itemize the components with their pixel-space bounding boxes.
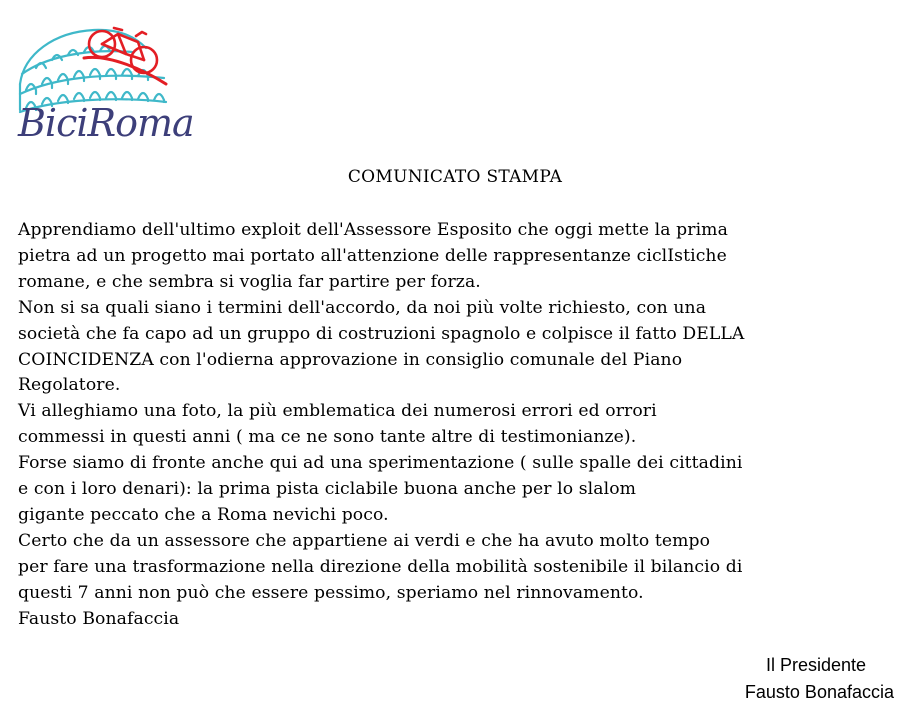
body-line: COINCIDENZA con l'odierna approvazione in consiglio comunale del Piano — [18, 349, 683, 370]
logo-wordmark: BiciRoma — [18, 101, 194, 145]
author-line: Fausto Bonafaccia — [18, 608, 180, 629]
body-line: Certo che da un assessore che appartiene ai verdi e che ha avuto molto tempo — [18, 530, 711, 551]
body-line: pietra ad un progetto mai portato all'attenzione delle rappresentanze ciclIstiche — [18, 245, 727, 266]
body-line: Vi alleghiamo una foto, la più emblematica dei numerosi errori ed orrori — [18, 401, 657, 422]
body-line: per fare una trasformazione nella direzione della mobilità sostenibile il bilancio di — [18, 556, 743, 577]
body-line: commessi in questi anni ( ma ce ne sono tante altre di testimonianze). — [18, 427, 637, 448]
body-line: gigante peccato che a Roma nevichi poco. — [18, 504, 389, 525]
body-line: Regolatore. — [18, 375, 121, 396]
signature-role: Il Presidente — [765, 655, 866, 675]
body-line: romane, e che sembra si voglia far partire per forza. — [18, 271, 481, 292]
body-line: questi 7 anni non può che essere pessimo, speriamo nel rinnovamento. — [18, 582, 644, 603]
body-line: Non si sa quali siano i termini dell'accordo, da noi più volte richiesto, con una — [18, 297, 707, 318]
body-line: società che fa capo ad un gruppo di costruzioni spagnolo e colpisce il fatto DELLA — [18, 323, 745, 344]
signature-name: Fausto Bonafaccia — [744, 682, 894, 702]
body-line: Apprendiamo dell'ultimo exploit dell'Assessore Esposito che oggi mette la prima — [18, 220, 728, 240]
biciroma-logo — [14, 14, 194, 145]
document-heading: COMUNICATO STAMPA — [347, 167, 563, 187]
press-release-body — [18, 218, 898, 633]
body-line: Forse siamo di fronte anche qui ad una sperimentazione ( sulle spalle dei cittadini — [18, 453, 743, 474]
signature-block — [745, 652, 894, 706]
body-line: e con i loro denari): la prima pista ciclabile buona anche per lo slalom — [18, 479, 637, 500]
